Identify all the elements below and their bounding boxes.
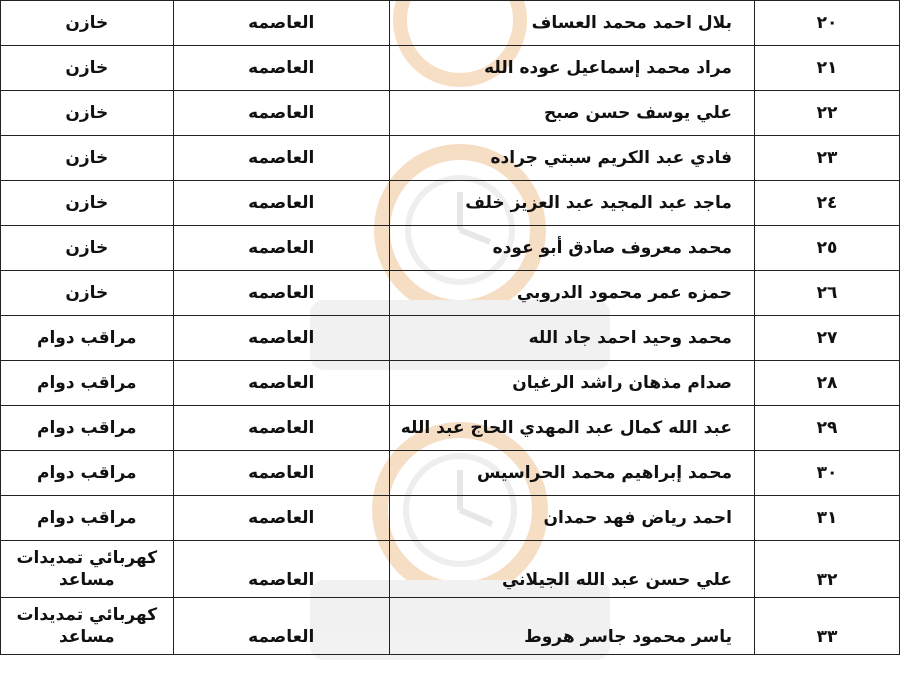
job-title: خازن bbox=[1, 1, 174, 46]
employee-name: احمد رياض فهد حمدان bbox=[389, 496, 754, 541]
table-row bbox=[1, 136, 900, 181]
governorate: العاصمه bbox=[173, 181, 389, 226]
governorate: العاصمه bbox=[173, 1, 389, 46]
employee-name: مراد محمد إسماعيل عوده الله bbox=[389, 46, 754, 91]
table-row bbox=[1, 361, 900, 406]
job-title: مراقب دوام bbox=[1, 406, 174, 451]
governorate: العاصمه bbox=[173, 136, 389, 181]
job-title-line-1: كهربائي تمديدات bbox=[16, 548, 158, 568]
row-number: ٢٨ bbox=[754, 361, 899, 406]
table-row bbox=[1, 271, 900, 316]
employee-name: ماجد عبد المجيد عبد العزيز خلف bbox=[389, 181, 754, 226]
table-row bbox=[1, 496, 900, 541]
governorate: العاصمه bbox=[173, 406, 389, 451]
row-number: ٢٥ bbox=[754, 226, 899, 271]
employee-name: محمد وحيد احمد جاد الله bbox=[389, 316, 754, 361]
governorate: العاصمه bbox=[173, 271, 389, 316]
governorate: العاصمه bbox=[173, 496, 389, 541]
row-number: ٢١ bbox=[754, 46, 899, 91]
row-number: ٢٤ bbox=[754, 181, 899, 226]
table-row bbox=[1, 91, 900, 136]
job-title: خازن bbox=[1, 181, 174, 226]
table-row bbox=[1, 181, 900, 226]
employee-name: حمزه عمر محمود الدروبي bbox=[389, 271, 754, 316]
governorate: العاصمه bbox=[173, 598, 389, 655]
employee-name: بلال احمد محمد العساف bbox=[389, 1, 754, 46]
job-title: خازن bbox=[1, 91, 174, 136]
job-title-line-2: مساعد bbox=[58, 627, 115, 647]
job-title: خازن bbox=[1, 271, 174, 316]
job-title: مراقب دوام bbox=[1, 451, 174, 496]
employee-name: فادي عبد الكريم سبتي جراده bbox=[389, 136, 754, 181]
row-number: ٣٣ bbox=[754, 598, 899, 655]
table-row bbox=[1, 316, 900, 361]
job-title: خازن bbox=[1, 136, 174, 181]
table-row bbox=[1, 406, 900, 451]
job-title: خازن bbox=[1, 46, 174, 91]
governorate: العاصمه bbox=[173, 226, 389, 271]
job-title: مراقب دوام bbox=[1, 496, 174, 541]
employee-name: علي حسن عبد الله الجيلاني bbox=[389, 541, 754, 598]
job-title bbox=[1, 541, 174, 598]
job-title: مراقب دوام bbox=[1, 316, 174, 361]
employee-name: عبد الله كمال عبد المهدي الحاج عبد الله bbox=[389, 406, 754, 451]
table-row bbox=[1, 226, 900, 271]
employee-name: ياسر محمود جاسر هروط bbox=[389, 598, 754, 655]
row-number: ٣١ bbox=[754, 496, 899, 541]
job-title bbox=[1, 598, 174, 655]
row-number: ٣٠ bbox=[754, 451, 899, 496]
row-number: ٢٧ bbox=[754, 316, 899, 361]
table-row bbox=[1, 451, 900, 496]
governorate: العاصمه bbox=[173, 451, 389, 496]
job-title: خازن bbox=[1, 226, 174, 271]
row-number: ٣٢ bbox=[754, 541, 899, 598]
employee-name: صدام مذهان راشد الرغيان bbox=[389, 361, 754, 406]
employee-name: محمد إبراهيم محمد الحراسيس bbox=[389, 451, 754, 496]
table-row bbox=[1, 46, 900, 91]
table-row bbox=[1, 541, 900, 598]
row-number: ٢٣ bbox=[754, 136, 899, 181]
governorate: العاصمه bbox=[173, 316, 389, 361]
job-title-line-1: كهربائي تمديدات bbox=[16, 605, 158, 625]
governorate: العاصمه bbox=[173, 361, 389, 406]
governorate: العاصمه bbox=[173, 541, 389, 598]
governorate: العاصمه bbox=[173, 91, 389, 136]
row-number: ٢٠ bbox=[754, 1, 899, 46]
row-number: ٢٦ bbox=[754, 271, 899, 316]
employee-name: علي يوسف حسن صبح bbox=[389, 91, 754, 136]
job-title: مراقب دوام bbox=[1, 361, 174, 406]
table-row bbox=[1, 598, 900, 655]
governorate: العاصمه bbox=[173, 46, 389, 91]
employee-name: محمد معروف صادق أبو عوده bbox=[389, 226, 754, 271]
job-title-line-2: مساعد bbox=[58, 570, 115, 590]
row-number: ٢٩ bbox=[754, 406, 899, 451]
table-row bbox=[1, 1, 900, 46]
row-number: ٢٢ bbox=[754, 91, 899, 136]
